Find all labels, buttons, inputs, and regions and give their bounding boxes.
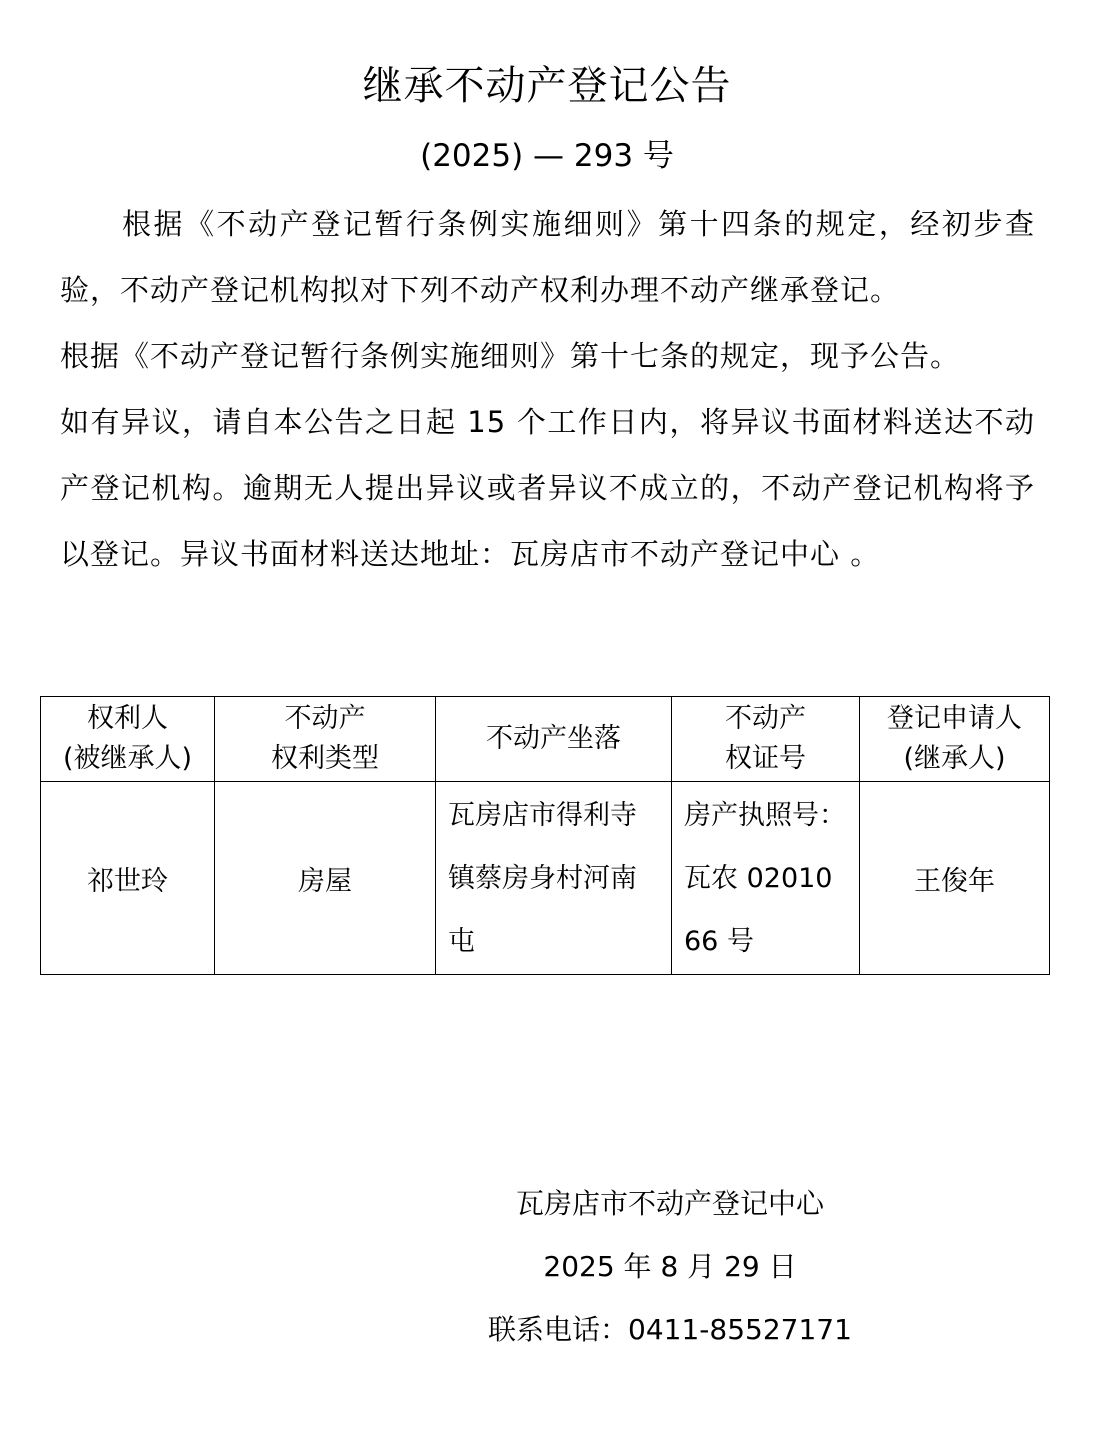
footer-date: 2025 年 8 月 29 日 (543, 1250, 797, 1283)
paragraph-announcement: 根据《不动产登记暂行条例实施细则》第十七条的规定，现予公告。 (60, 339, 961, 373)
header-certificate (672, 697, 860, 782)
header-applicant-line-2: (继承人) (903, 743, 1006, 774)
cell-certificate-number: 房产执照号：瓦农 0201066 号 (672, 782, 860, 975)
footer-contact: 联系电话：0411-85527171 (488, 1313, 852, 1346)
cell-right-type: 房屋 (215, 782, 436, 975)
header-right-type-line-2: 权利类型 (271, 743, 379, 774)
cell-applicant: 王俊年 (860, 782, 1050, 975)
table-header-row (41, 697, 1050, 782)
header-certificate-line-2: 权证号 (725, 743, 806, 774)
paragraph-legal-basis: 根据《不动产登记暂行条例实施细则》第十四条的规定，经初步查验，不动产登记机构拟对下列不动产权利办理不动产继承登记。 (60, 207, 1035, 307)
header-applicant (860, 697, 1050, 782)
notice-title: 继承不动产登记公告 (362, 63, 732, 109)
footer-organization: 瓦房店市不动产登记中心 (515, 1187, 824, 1220)
header-location (436, 697, 672, 782)
paragraph-objection: 如有异议，请自本公告之日起 15 个工作日内，将异议书面材料送达不动产登记机构。逾期无人提出异议或者异议不成立的，不动产登记机构将予以登记。异议书面材料送达地址：瓦房店市不动产登记中心 。 (60, 405, 1035, 571)
document-number: (2025) — 293 号 (420, 138, 674, 174)
header-holder-line-1: 权利人 (87, 703, 168, 734)
header-certificate-line-1: 不动产 (725, 703, 806, 734)
header-applicant-line-1: 登记申请人 (887, 703, 1022, 734)
cell-holder: 祁世玲 (41, 782, 215, 975)
header-location-line-1: 不动产坐落 (486, 723, 621, 754)
table-row (41, 782, 1050, 975)
cell-location: 瓦房店市得利寺镇蔡房身村河南屯 (436, 782, 672, 975)
header-holder-line-2: (被继承人) (62, 743, 193, 774)
registration-table (40, 696, 1050, 975)
header-holder (41, 697, 215, 782)
header-right-type (215, 697, 436, 782)
header-right-type-line-1: 不动产 (284, 703, 366, 734)
